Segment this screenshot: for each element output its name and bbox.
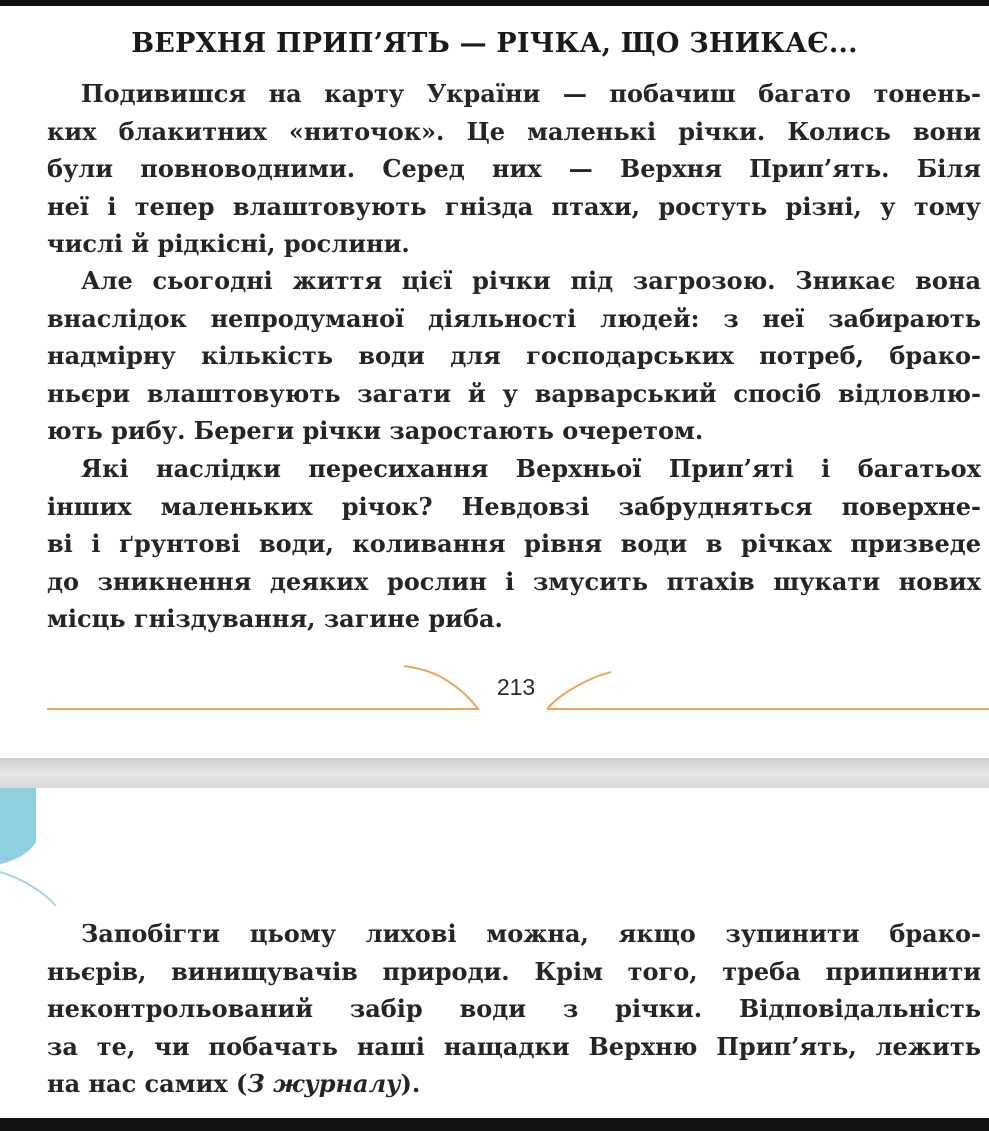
ribbon-curve — [0, 872, 56, 906]
text-line: ньєри влаштовують загати й у варварський спосіб відловлю- — [47, 378, 981, 408]
text-line: інших маленьких річок? Невдовзі забрудняться поверхне- — [47, 491, 981, 521]
text-line: Подивишся на карту України — побачиш багато тонень- — [81, 79, 981, 108]
text-line: ньєрів, винищувачів природи. Крім того, треба припинити — [47, 956, 981, 986]
article-title: ВЕРХНЯ ПРИП’ЯТЬ — РІЧКА, ЩО ЗНИКАЄ... — [131, 28, 858, 59]
text-line: ких блакитних «ниточок». Це маленькі річки. Колись вони — [47, 116, 981, 146]
text-line — [47, 1065, 981, 1103]
book-page-bottom — [0, 788, 989, 1118]
page-gap — [0, 758, 989, 788]
decorative-ribbon — [0, 788, 60, 928]
footer-swoosh-right — [547, 672, 611, 709]
paragraph-3 — [47, 450, 981, 638]
text-line: внаслідок непродуманої діяльності людей: з неї забирають — [47, 303, 981, 333]
footer-swoosh-left — [47, 666, 478, 709]
ribbon-shape — [0, 788, 36, 864]
book-page-top — [0, 6, 989, 758]
text-line: до зникнення деяких рослин і змусить птахів шукати нових — [47, 566, 981, 596]
text-line: надмірну кількість води для господарських потреб, брако- — [47, 341, 981, 370]
text-line: були повноводними. Серед них — Верхня Прип’ять. Біля — [47, 154, 981, 183]
page-number: 213 — [496, 674, 536, 700]
source-note: З журналу — [247, 1069, 401, 1098]
text-line: числі й рідкісні, рослини. — [47, 229, 410, 258]
text-fragment: ). — [400, 1069, 421, 1098]
text-line: неї і тепер влаштовують гнізда птахи, ростуть різні, у тому — [47, 191, 981, 221]
paragraph-4 — [47, 915, 981, 1103]
text-line: Але сьогодні життя цієї річки під загрозою. Зникає вона — [81, 266, 981, 295]
text-line: Запобігти цьому лихові можна, якщо зупинити брако- — [81, 919, 981, 948]
paragraph-2 — [47, 262, 981, 450]
paragraph-1 — [47, 75, 981, 263]
text-line: Які наслідки пересихання Верхньої Прип’яті і багатьох — [81, 454, 981, 483]
text-line: неконтрольований забір води з річки. Відповідальність — [47, 994, 981, 1023]
text-line: за те, чи побачать наші нащадки Верхню Прип’ять, лежить — [47, 1031, 981, 1061]
text-line: ють рибу. Береги річки заростають очеретом. — [47, 416, 704, 445]
text-line: місць гніздування, загине риба. — [47, 604, 503, 633]
text-line: ві і ґрунтові води, коливання рівня води в річках призведе — [47, 529, 981, 558]
text-fragment: на нас самих ( — [47, 1069, 248, 1098]
